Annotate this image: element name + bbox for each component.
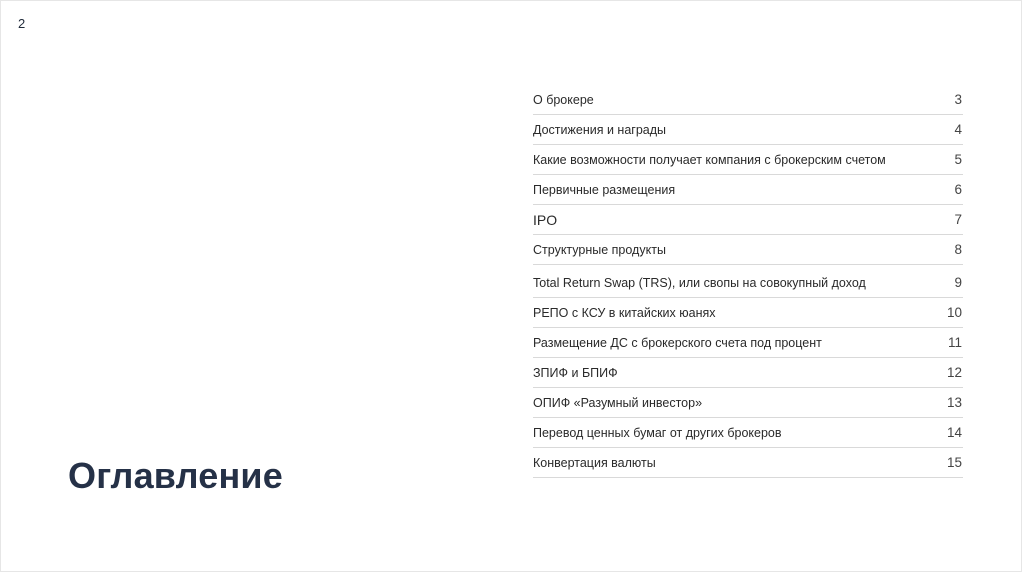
toc-item-currency-conversion[interactable] — [533, 448, 963, 478]
toc-item-page: 5 — [954, 152, 962, 167]
toc-item-label: Конвертация валюты — [533, 455, 656, 470]
toc-item-label: О брокере — [533, 92, 594, 107]
slide-page-number: 2 — [18, 16, 26, 31]
toc-item-opif[interactable] — [533, 388, 963, 418]
toc-item-label: Достижения и награды — [533, 122, 667, 137]
toc-item-page: 14 — [946, 425, 962, 440]
toc-item-page: 8 — [954, 242, 962, 257]
toc-item-page: 3 — [954, 92, 962, 107]
toc-item-label: ОПИФ «Разумный инвестор» — [533, 395, 703, 410]
toc-item-page: 9 — [954, 275, 962, 290]
table-of-contents — [533, 85, 963, 478]
toc-item-page: 15 — [946, 455, 962, 470]
toc-item-label: IPO — [533, 211, 558, 228]
toc-item-label: Первичные размещения — [533, 182, 676, 197]
toc-item-label: Total Return Swap (TRS), или свопы на совокупный доход — [533, 275, 866, 290]
toc-item-page: 12 — [946, 365, 962, 380]
toc-item-page: 6 — [954, 182, 962, 197]
toc-item-label: Размещение ДС с брокерского счета под процент — [533, 335, 822, 350]
toc-item-page: 4 — [954, 122, 962, 137]
toc-item-page: 11 — [947, 335, 962, 350]
toc-item-structured-products[interactable] — [533, 235, 963, 265]
toc-item-page: 7 — [954, 212, 962, 227]
toc-item-primary-placements[interactable] — [533, 175, 963, 205]
toc-item-ipo[interactable] — [533, 205, 963, 235]
toc-item-achievements[interactable] — [533, 115, 963, 145]
toc-item-label: Перевод ценных бумаг от других брокеров — [533, 425, 782, 440]
toc-item-repo[interactable] — [533, 298, 963, 328]
page-title: Оглавление — [68, 455, 283, 496]
toc-item-about-broker[interactable] — [533, 85, 963, 115]
toc-item-deposit[interactable] — [533, 328, 963, 358]
toc-item-label: Какие возможности получает компания с брокерским счетом — [533, 152, 886, 167]
toc-item-securities-transfer[interactable] — [533, 418, 963, 448]
toc-item-label: Структурные продукты — [533, 242, 666, 257]
toc-item-opportunities[interactable] — [533, 145, 963, 175]
toc-item-label: РЕПО с КСУ в китайских юанях — [533, 305, 716, 320]
toc-item-trs[interactable] — [533, 265, 963, 298]
toc-item-funds[interactable] — [533, 358, 963, 388]
toc-item-page: 10 — [946, 305, 962, 320]
toc-item-label: ЗПИФ и БПИФ — [533, 365, 618, 380]
toc-item-page: 13 — [946, 395, 962, 410]
